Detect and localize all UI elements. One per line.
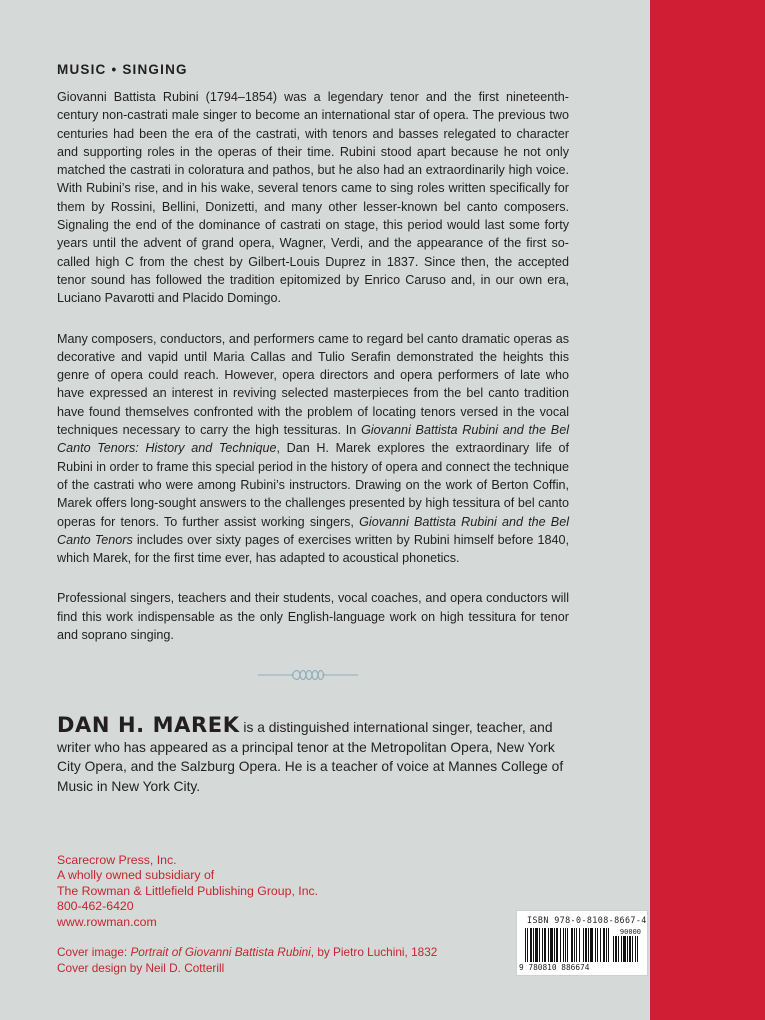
barcode-bar	[588, 928, 589, 962]
category-heading: MUSIC • SINGING	[57, 62, 188, 77]
cover-image-credit	[57, 945, 477, 961]
barcode-bar	[597, 928, 598, 962]
cover-credits	[57, 945, 477, 977]
barcode-bar	[560, 928, 561, 962]
book-title-italic: Giovanni Battista Rubini and the Bel Canto Tenors: History and Technique	[57, 423, 569, 456]
barcode-bar	[579, 928, 580, 962]
barcode-bar	[608, 928, 609, 962]
barcode-bar	[627, 936, 628, 962]
barcode-bar	[595, 928, 596, 962]
barcode-bar	[556, 928, 558, 962]
flourish-divider-icon	[258, 666, 358, 684]
author-bio	[57, 713, 569, 796]
barcode-bar	[527, 928, 528, 962]
barcode-bar	[615, 936, 617, 962]
book-description	[57, 88, 569, 644]
publisher-phone: 800-462-6420	[57, 899, 134, 914]
barcode-addon-icon	[613, 936, 643, 964]
cover-image-credit-suffix: , by Pietro Luchini, 1832	[310, 945, 438, 959]
barcode-bar	[571, 928, 573, 962]
barcode-label	[516, 910, 648, 976]
barcode-bar	[637, 936, 638, 962]
paragraph-2-text-a: Many composers, conductors, and performers came to regard bel canto dramatic operas as decorative and vapid until Maria Callas and Tulio Serafin demonstrated the heights this genre of opera could reach. However, opera directors and opera performers of late who have expressed an interest in reviving selected masterpieces from the bel canto tradition have found themselves confronted with the problem of locating tenors versed in the vocal techniques necessary to carry the high tessituras. In	[57, 331, 569, 438]
publisher-name: Scarecrow Press, Inc.	[57, 853, 177, 867]
barcode-bar	[613, 936, 614, 962]
description-paragraph-2	[57, 330, 569, 568]
barcode-bar	[567, 928, 568, 962]
barcode-bar	[574, 928, 575, 962]
barcode-bar	[533, 928, 534, 962]
barcode-bar	[554, 928, 555, 962]
barcode-bar	[550, 928, 553, 962]
ean-digits: 9 780810 886674	[519, 963, 590, 972]
barcode-bar	[563, 928, 564, 962]
publisher-info	[57, 853, 457, 930]
paragraph-2-text-b: , Dan H. Marek explores the extraordinary life of Rubini in order to frame this special period in the history of opera and connect the technique of the castrati who were among Rubini’s instructors. Drawing on the work of Berton Coffin, Marek offers long-sought answers to the challenges presented by high tessitura of bel canto operas for tenors. To further assist working singers,	[57, 441, 569, 529]
barcode-bar	[600, 928, 601, 962]
author-bio-text: is a distinguished international singer, teacher, and writer who has appeared as a principal tenor at the Metropolitan Opera, New York City Opera, and the Salzburg Opera. He is a teacher of voice at Mannes College of Music in New York City.	[57, 720, 564, 794]
barcode-bar	[535, 928, 538, 962]
barcode-bar	[585, 928, 587, 962]
barcode-bar	[606, 928, 607, 962]
barcode-bar	[623, 936, 626, 962]
description-paragraph-1: Giovanni Battista Rubini (1794–1854) was a legendary tenor and the first nineteenth-century non-castrati male singer to become an international star of opera. The previous two centuries had been the era of the castrati, with tenors and basses relegated to character and supporting roles in the operas of their time. Rubini stood apart because he not only matched the castrati in coloratura and pathos, but he also had an extraordinarily high voice. With Rubini’s rise, and in his wake, several tenors came to sing roles written specifically for them by Rossini, Bellini, Donizetti, and many other lesser-known bel canto composers. Signaling the end of the dominance of castrati on stage, this period would last some forty years until the advent of grand opera, Wagner, Verdi, and the appearance of the first so-called high C from the chest by Gilbert-Louis Duprez in 1837. Since then, the accepted tenor sound has followed the tradition epitomized by Enrico Caruso and, in our own era, Luciano Pavarotti and Placido Domingo.	[57, 90, 569, 306]
barcode-bar	[542, 928, 543, 962]
barcode-bar	[635, 936, 636, 962]
barcode-bar	[576, 928, 577, 962]
publisher-subsidiary-line: A wholly owned subsidiary of	[57, 868, 215, 883]
barcode-bar	[590, 928, 593, 962]
back-cover-text	[57, 62, 569, 644]
barcode-bar	[621, 936, 622, 962]
book-title-short-italic: Giovanni Battista Rubini and the Bel Canto Tenors	[57, 514, 569, 547]
paragraph-2-text-c: includes over sixty pages of exercises written by Rubini himself before 1840, which Marek, for the first time ever, has adapted to acoustical phonetics.	[57, 532, 569, 566]
price-code: 90000	[619, 928, 641, 936]
barcode-bar	[544, 928, 546, 962]
publisher-website: www.rowman.com	[57, 914, 157, 929]
barcode-bar	[548, 928, 549, 962]
cover-image-title: Portrait of Giovanni Battista Rubini	[130, 945, 311, 959]
cover-design-credit: Cover design by Neil D. Cotterill	[57, 960, 225, 975]
author-name: DAN H. MAREK	[57, 713, 240, 737]
description-paragraph-3: Professional singers, teachers and their students, vocal coaches, and opera conductors will find this work indispensable as the only English-language work on high tessitura for tenor and soprano singing.	[57, 591, 569, 643]
barcode-bar	[565, 928, 566, 962]
barcode-bar	[632, 936, 633, 962]
barcode-bar	[530, 928, 532, 962]
barcode-bar	[525, 928, 526, 962]
barcode-icon	[525, 928, 611, 964]
barcode-bar	[629, 936, 631, 962]
cover-image-credit-prefix: Cover image:	[57, 945, 131, 959]
barcode-bar	[618, 936, 619, 962]
red-side-band	[650, 0, 765, 1020]
barcode-bar	[539, 928, 540, 962]
barcode-bar	[603, 928, 605, 962]
isbn-text: ISBN 978-0-8108-8667-4	[527, 915, 647, 925]
barcode-bar	[583, 928, 584, 962]
publisher-parent-company: The Rowman & Littlefield Publishing Group, Inc.	[57, 883, 319, 898]
